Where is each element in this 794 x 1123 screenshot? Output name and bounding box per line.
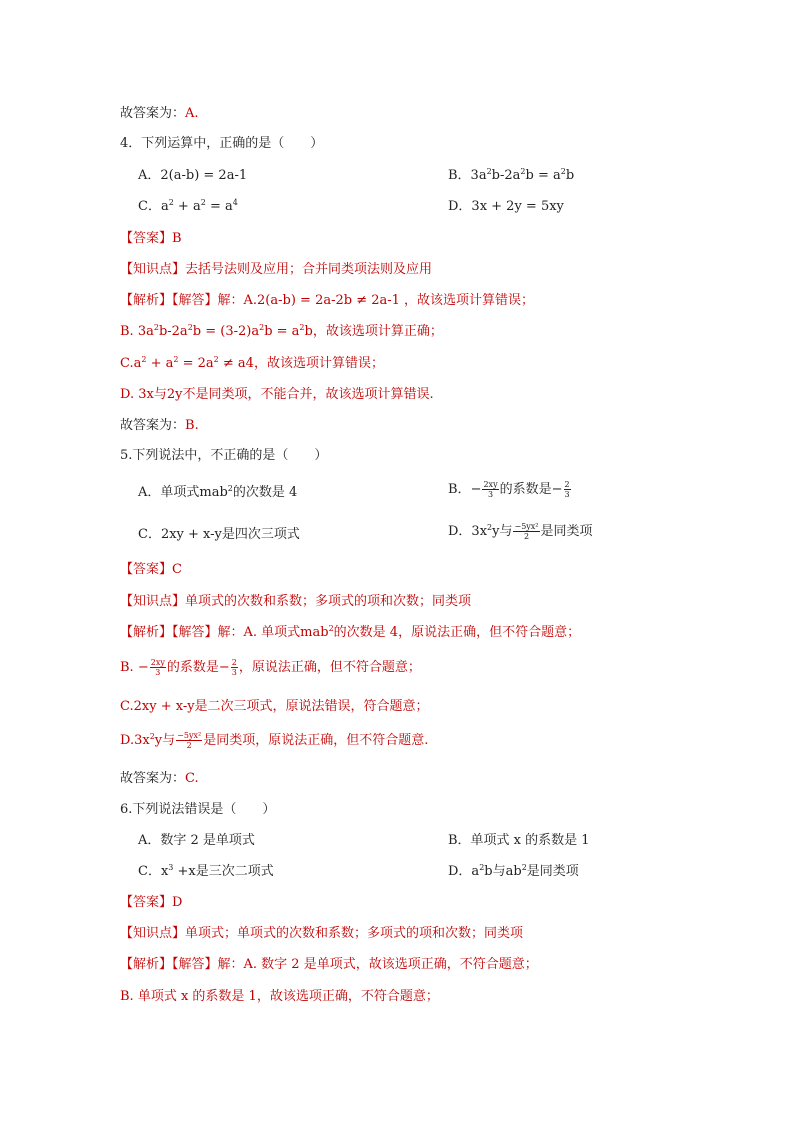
q4-analysis-b: B. $3a^2b-2a^2b = (3-2)a^2b = a^2b$，故该选项计算正确； (120, 323, 443, 339)
q5-analysis: 【解析】【解答】解：A. 单项式mab$^2$的次数是 4，原说法正确，但不符合题意； (120, 624, 581, 640)
q5-knowledge-point: 【知识点】单项式的次数和系数；多项式的项和次数；同类项 (120, 594, 472, 609)
q4-analysis: 【解析】【解答】解：A.2(a-b) = 2a-2b ≠ 2a-1 ，故该选项计算错误； (120, 293, 535, 308)
q6-answer: 【答案】D (120, 895, 183, 910)
q4-knowledge-point: 【知识点】去括号法则及应用；合并同类项法则及应用 (120, 262, 433, 277)
q5-option-d: D．$3x^2y$与 $\frac{\text{−5yx²}}{2}$ 是同类项 (448, 522, 593, 541)
q6-option-a: A．数字 2 是单项式 (138, 833, 255, 848)
q6-option-c: C．$x^3 +x$是三次二项式 (138, 863, 274, 879)
q4-answer: 【答案】B (120, 231, 182, 246)
q5-option-c: C．2xy + x-y是四次三项式 (138, 527, 300, 542)
q6-analysis: 【解析】【解答】解：A. 数字 2 是单项式，故该选项正确，不符合题意； (120, 957, 538, 972)
q6-knowledge-point: 【知识点】单项式；单项式的次数和系数；多项式的项和次数；同类项 (120, 926, 524, 941)
q5-option-a: A．单项式mab$^2$的次数是 4 (138, 484, 298, 500)
q4-analysis-c: $C.a^2 + a^2 = 2a^2 \ne a4$，故该选项计算错误； (120, 355, 384, 371)
q4-option-d: D．3x + 2y = 5xy (448, 199, 564, 214)
q5-option-b: B．− $\frac{2xy}{3}$ 的系数是− $\frac{2}{3}$ (448, 480, 570, 499)
q5-answer: 【答案】C (120, 562, 182, 577)
q4-option-b: B．$3a^2b-2a^2b = a^2b$ (448, 167, 575, 183)
q6-option-d: D．$a^2b$与$ab^2$是同类项 (448, 863, 579, 879)
q5-analysis-c: C.2xy + x-y是二次三项式，原说法错误，符合题意； (120, 699, 429, 714)
prev-final-answer: 故答案为：A. (120, 106, 199, 121)
q4-analysis-d: D. 3x与2y不是同类项，不能合并，故该选项计算错误. (120, 387, 434, 402)
q5-analysis-d: $D.3x^2y$与 $\frac{\text{−5yx²}}{2}$ 是同类项，原说法正确，但不符合题意. (120, 731, 429, 750)
q5-final-answer: 故答案为：C. (120, 771, 199, 786)
q4-option-c: C．$a^2 + a^2 = a^4$ (138, 198, 238, 214)
q5-stem: 5.下列说法中，不正确的是（ ） (120, 448, 328, 463)
q4-stem: 4．下列运算中，正确的是（ ） (120, 136, 324, 151)
q4-option-a: A．2(a-b) = 2a-1 (138, 168, 248, 183)
q6-stem: 6.下列说法错误是（ ） (120, 802, 276, 817)
q6-option-b: B．单项式 x 的系数是 1 (448, 833, 590, 848)
q4-final-answer: 故答案为：B. (120, 418, 199, 433)
q5-analysis-b: B. − $\frac{2xy}{3}$ 的系数是− $\frac{2}{3}$ ，原说法正确，但不符合题意； (120, 658, 421, 677)
q6-analysis-b: B. 单项式 x 的系数是 1，故该选项正确，不符合题意； (120, 989, 439, 1004)
